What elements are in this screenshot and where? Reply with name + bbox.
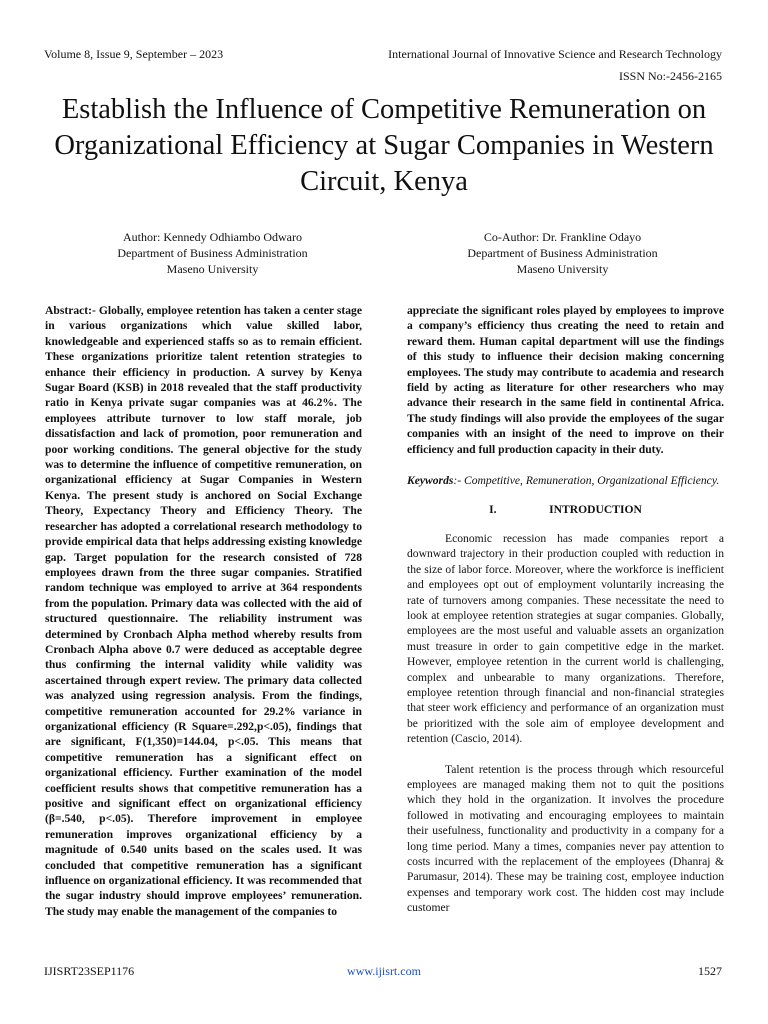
paper-title: Establish the Influence of Competitive Remuneration on Organizational Efficiency at Sugar Companies in Western Circuit, Kenya <box>54 94 714 197</box>
author-department: Department of Business Administration <box>117 246 308 260</box>
intro-paragraph: Economic recession has made companies report a downward trajectory in their production coupled with reduction in the size of labor force. Moreover, where the workforce is inefficient and employees opt out of employment voluntarily increasing the rate of turnovers among companies. These necessitate the need to look at employee retention strategies at sugar companies. Globally, employees are the most useful and valuable assets an organization must treasure in order to gain competitive edge in the market. However, employee retention in the current world is challenging, complex and unbearable to many organizations. Therefore, employee retention through financial and non-financial strategies that steer work efficiency and performance of an organization must be prioritized with the sole aim of employee development and retention (Cascio, 2014). <box>407 531 724 746</box>
author-university: Maseno University <box>166 262 259 276</box>
left-column <box>45 303 362 919</box>
footer-code: IJISRT23SEP1176 <box>44 964 135 978</box>
issn: ISSN No:-2456-2165 <box>618 69 722 83</box>
section-heading <box>407 502 724 517</box>
coauthor-university: Maseno University <box>516 262 609 276</box>
abstract-part-2: appreciate the significant roles played by employees to improve a company’s efficiency thus creating the need to retain and reward them. Human capital department will use the findings of this study to influence their decision making concerning employees. The study may contribute to academia and research field by acting as literature for other researchers who may advance their research in the same field in continental Africa. The study findings will also provide the employees of the sugar companies with an insight of the need to improve on their efficiency and full production capacity in their duty. <box>407 304 724 456</box>
author-block <box>80 229 345 277</box>
section-number: I. <box>489 503 497 517</box>
volume-issue: Volume 8, Issue 9, September – 2023 <box>44 47 224 61</box>
page-number: 1527 <box>698 964 722 978</box>
journal-name: International Journal of Innovative Science and Research Technology <box>388 47 722 61</box>
keywords <box>407 473 724 488</box>
author-name: Author: Kennedy Odhiambo Odwaro <box>123 230 302 244</box>
footer-website-link[interactable]: www.ijisrt.com <box>347 964 421 978</box>
coauthor-block <box>430 229 695 277</box>
abstract-part-1: Abstract:- Globally, employee retention has taken a center stage in various organizations which value skilled labor, knowledgeable and experienced staffs so as to remain efficient. These organizations prioritize talent retention strategies to enhance their efficiency in production. A survey by Kenya Sugar Board (KSB) in 2018 revealed that the staff productivity ratio in Kenya private sugar companies was at 46.2%. The employees attribute turnover to low staff morale, job dissatisfaction and lack of promotion, poor remuneration and poor working conditions. The general objective for the study was to determine the influence of competitive remuneration, on organizational efficiency at Sugar Companies in Western Kenya. The present study is anchored on Social Exchange Theory, Expectancy Theory and Efficiency Theory. The researcher has adopted a correlational research methodology to provide empirical data that helps addressing existing knowledge gap. Target population for the research consisted of 728 employees drawn from the three sugar companies. Stratified random technique was employed to arrive at 364 respondents from the population. Primary data was collected with the aid of structured questionnaire. The reliability instrument was determined by Cronbach Alpha method whereby results from Cronbach Alpha above 0.7 were deduced as acceptable degree thus confirming the internal validity while validity was ascertained through expert review. The primary data collected was analyzed using regression analysis. From the findings, competitive remuneration accounted for 29.2% variance in organizational efficiency (R Square=.292,p<.05), findings that are significant, F(1,350)=144.04, p<.05. This means that competitive remuneration has a significant effect on organizational efficiency. Further examination of the model coefficient results shows that competitive remuneration has a positive and significant effect on organizational efficiency (β=.540, p<.05). Therefore improvement in employee remuneration improves organizational efficiency by a magnitude of 0.540 units based on the scales used. It was concluded that competitive remuneration has a significant influence on organizational efficiency. It was recommended that the sugar industry should improve employees’ remuneration. The study may enable the management of the companies to <box>45 304 362 918</box>
keywords-label: Keywords <box>407 474 454 488</box>
right-column <box>407 303 724 916</box>
keywords-text: :- Competitive, Remuneration, Organizational Efficiency. <box>453 474 720 488</box>
coauthor-department: Department of Business Administration <box>467 246 658 260</box>
coauthor-name: Co-Author: Dr. Frankline Odayo <box>483 230 642 244</box>
intro-paragraph: Talent retention is the process through which resourceful employees are managed making them not to quit the positions which they hold in the organization. It involves the procedure followed in motivating and encouraging employees to maintain their usefulness, functionality and productivity in a company for a long time period. Many a times, companies never pay attention to costs incurred with the replacement of the employees (Dhanraj & Parumasur, 2014). These may be training cost, employee induction expenses and temporary work cost. The hidden cost may include customer <box>407 762 724 915</box>
section-title: INTRODUCTION <box>549 503 642 517</box>
